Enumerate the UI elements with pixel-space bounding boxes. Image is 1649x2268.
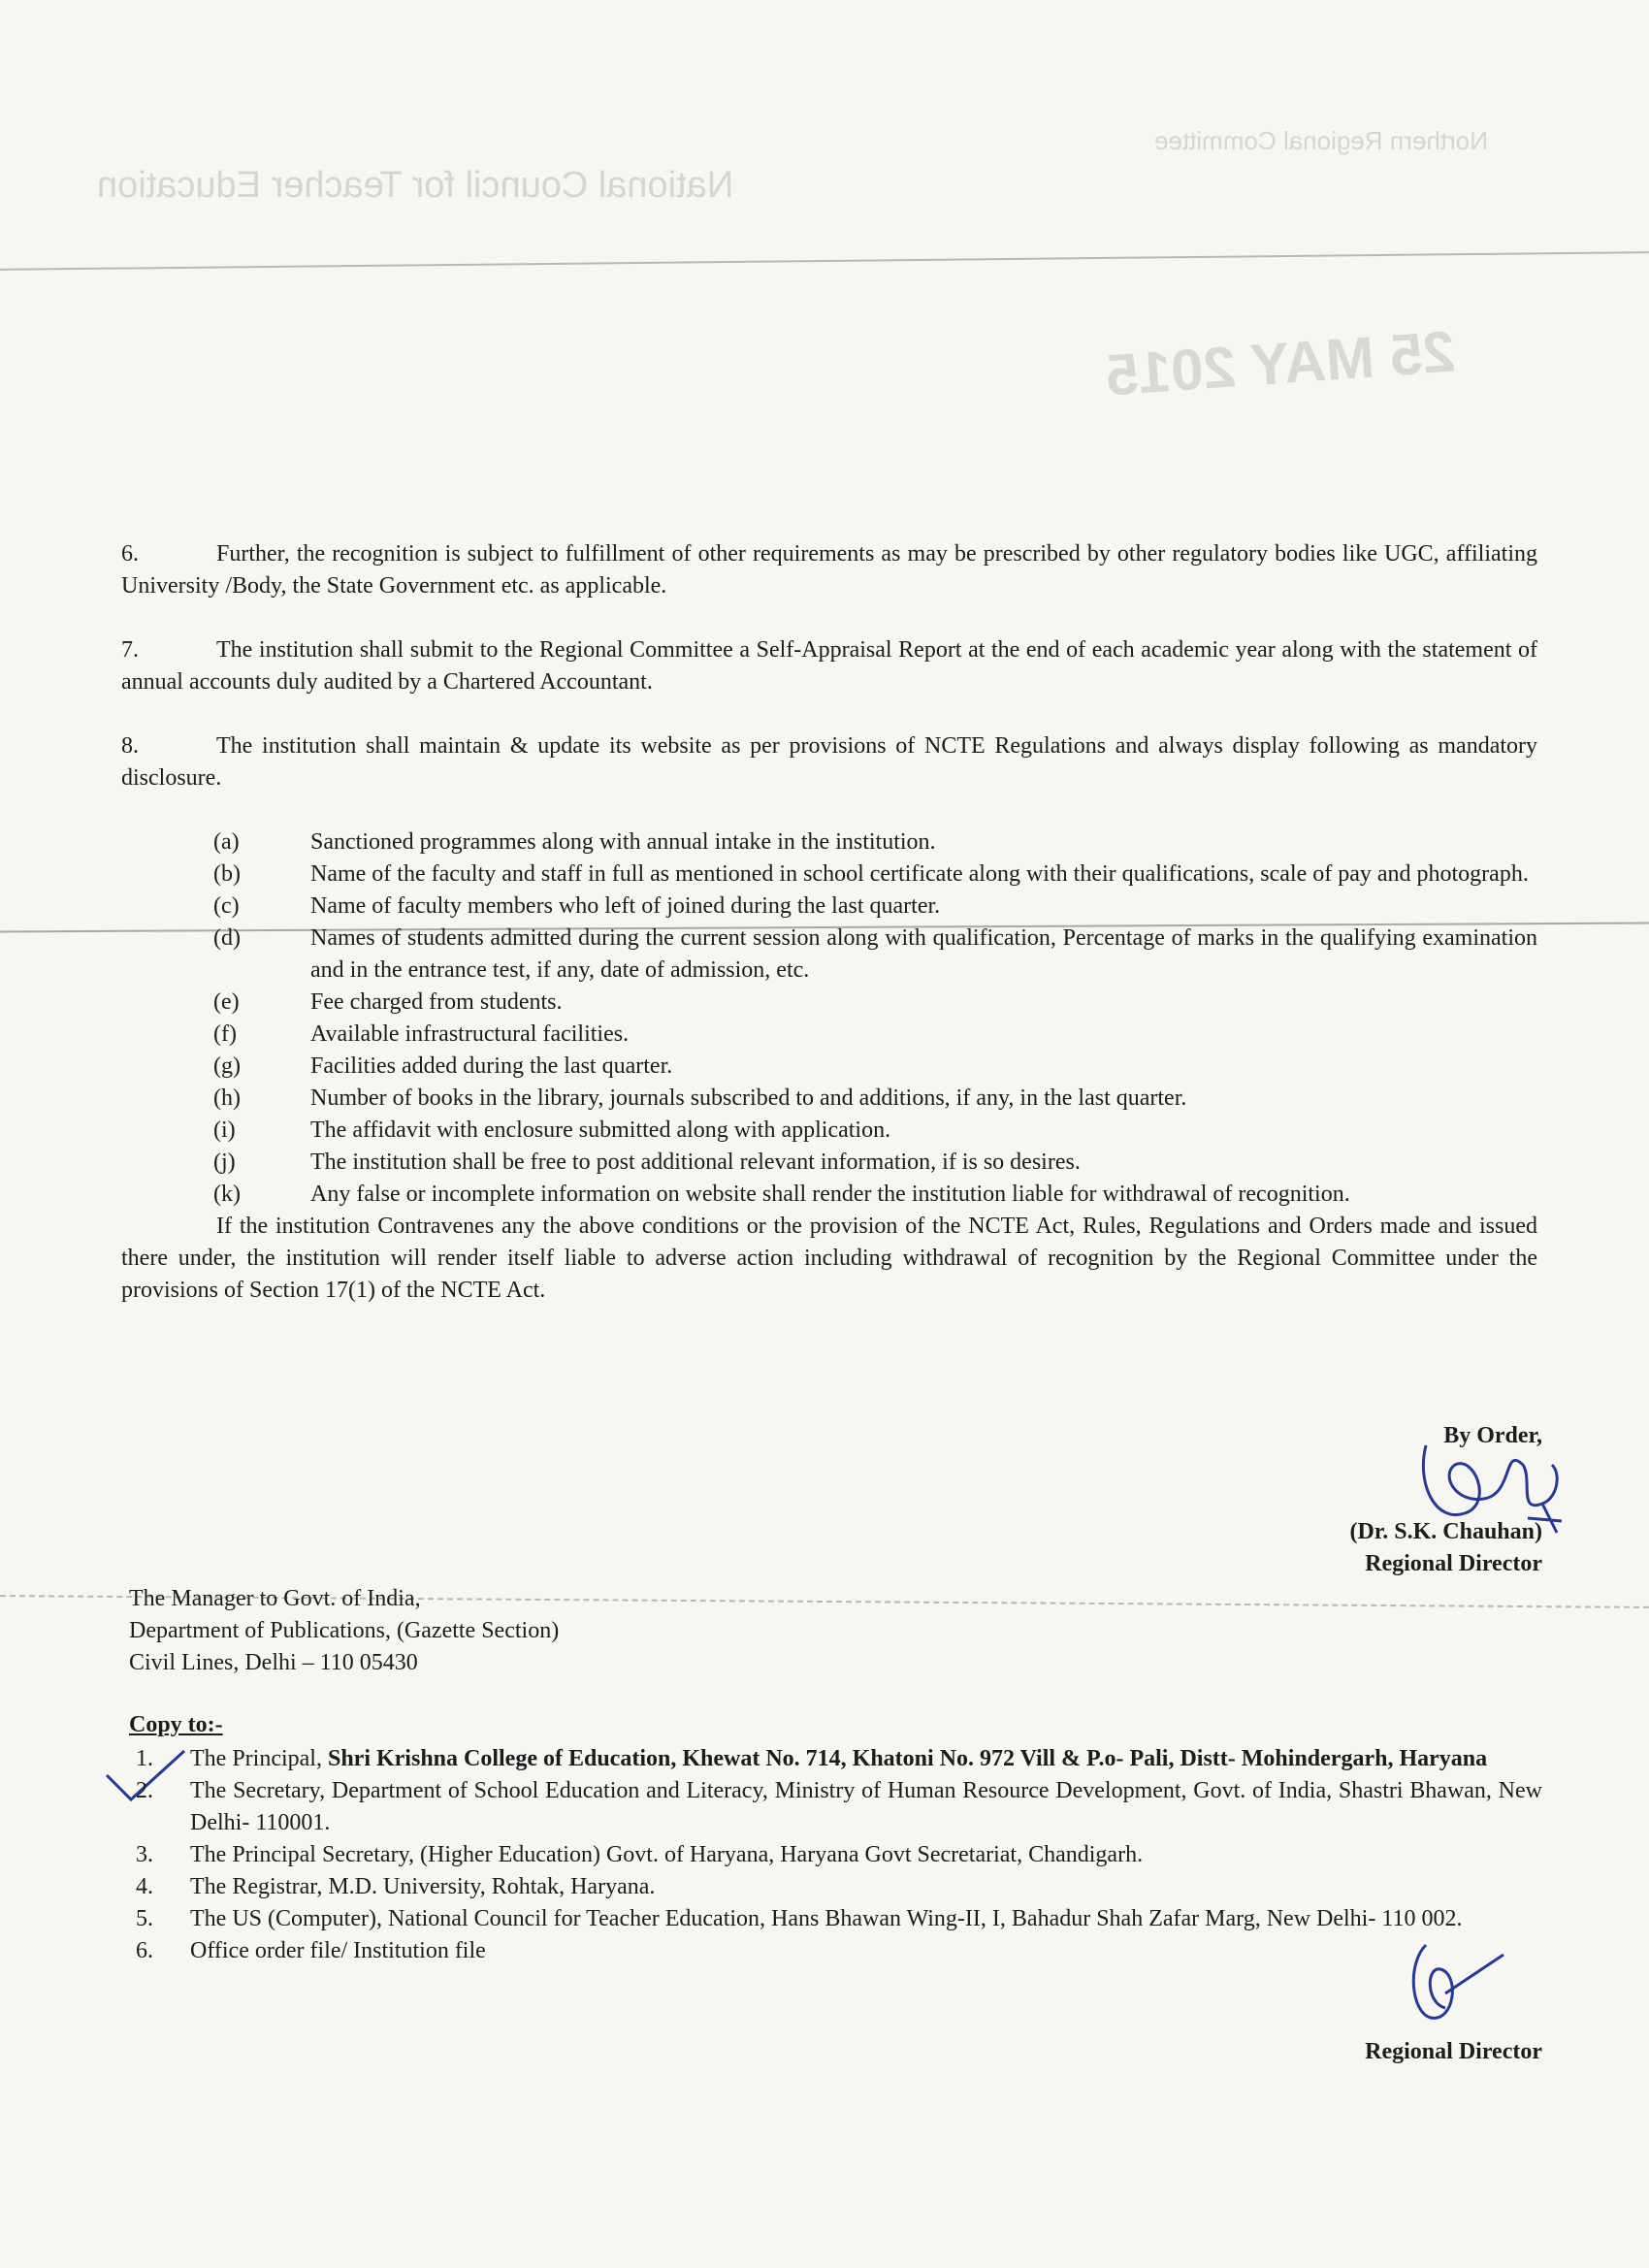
copy-to-heading: Copy to:-	[129, 1712, 223, 1737]
paragraph-6: 6. Further, the recognition is subject to fulfillment of other requirements as may be prescribed by other regulatory bodies like UGC, affiliating University /Body, the State Government etc. as applicable.	[121, 541, 1537, 599]
disclosure-item: (a) Sanctioned programmes along with annual intake in the institution.	[213, 829, 936, 855]
copy-recipient: 4. The Registrar, M.D. University, Rohtak, Haryana.	[136, 1874, 656, 1899]
copy-recipient: 2. The Secretary, Department of School Education and Literacy, Ministry of Human Resource Development, Govt. of India, Shastri Bhawan, New Delhi- 110001.	[136, 1778, 1542, 1835]
disclosure-item: (i) The affidavit with enclosure submitted along with application.	[213, 1118, 891, 1143]
address-line: The Manager to Govt. of India,	[129, 1586, 421, 1611]
by-order-label: By Order,	[1443, 1423, 1542, 1448]
disclosure-item: (e) Fee charged from students.	[213, 989, 563, 1015]
disclosure-item: (j) The institution shall be free to post additional relevant information, if is so desires.	[213, 1150, 1081, 1175]
letterhead-bleed-english: National Council for Teacher Education	[97, 165, 734, 206]
disclosure-item: (c) Name of faculty members who left of joined during the last quarter.	[213, 893, 941, 919]
letterhead-bleed-region: Northern Regional Committee	[1154, 126, 1488, 155]
document-body	[121, 538, 1537, 1307]
address-line: Civil Lines, Delhi – 110 05430	[129, 1650, 418, 1675]
copy-recipient: 3. The Principal Secretary, (Higher Education) Govt. of Haryana, Haryana Govt Secretariat, Chandigarh.	[136, 1842, 1144, 1867]
mandatory-disclosure-list	[213, 826, 1537, 1211]
signatory-name: (Dr. S.K. Chauhan)	[1349, 1519, 1542, 1544]
disclosure-item: (d) Names of students admitted during the current session along with qualification, Percentage of marks in the qualifying examination and in the entrance test, if any, date of admission, etc.	[213, 925, 1537, 983]
signature-mark	[1397, 1407, 1591, 1552]
disclosure-item: (b) Name of the faculty and staff in full as mentioned in school certificate along with their qualifications, scale of pay and photograph.	[213, 861, 1529, 887]
fold-line-top	[0, 251, 1649, 271]
disclosure-item: (g) Facilities added during the last quarter.	[213, 1053, 673, 1079]
copy-to-list	[136, 1743, 1542, 1967]
address-line: Department of Publications, (Gazette Section)	[129, 1618, 560, 1643]
disclosure-item: (h) Number of books in the library, journals subscribed to and additions, if any, in the last quarter.	[213, 1085, 1187, 1111]
disclosure-item: (k) Any false or incomplete information on website shall render the institution liable for withdrawal of recognition.	[213, 1182, 1350, 1207]
gazette-address	[129, 1583, 559, 1679]
closing-paragraph: If the institution Contravenes any the above conditions or the provision of the NCTE Act, Rules, Regulations and Orders made and issued there under, the institution will render itself liable to adverse action including withdrawal of recognition by the Regional Committee under the provisions of Section 17(1) of the NCTE Act.	[121, 1214, 1537, 1303]
footer-signature-mark	[1387, 1926, 1513, 2042]
paragraph-7: 7. The institution shall submit to the Regional Committee a Self-Appraisal Report at the end of each academic year along with the statement of annual accounts duly audited by a Chartered Accountant.	[121, 637, 1537, 695]
footer-signatory-title: Regional Director	[1365, 2039, 1542, 2064]
signatory-title: Regional Director	[1365, 1551, 1542, 1576]
copy-recipient: 1. The Principal, Shri Krishna College of Education, Khewat No. 714, Khatoni No. 972 Vill & P.o- Pali, Distt- Mohindergarh, Haryana	[136, 1746, 1488, 1771]
paragraph-8: 8. The institution shall maintain & update its website as per provisions of NCTE Regulations and always display following as mandatory disclosure.	[121, 733, 1537, 791]
date-stamp-bleed: 25 MAY 2015	[1104, 318, 1458, 408]
disclosure-item: (f) Available infrastructural facilities.	[213, 1021, 630, 1047]
copy-recipient: 6. Office order file/ Institution file	[136, 1938, 486, 1963]
copy-recipient: 5. The US (Computer), National Council for Teacher Education, Hans Bhawan Wing-II, I, Bahadur Shah Zafar Marg, New Delhi- 110 002.	[136, 1906, 1463, 1931]
